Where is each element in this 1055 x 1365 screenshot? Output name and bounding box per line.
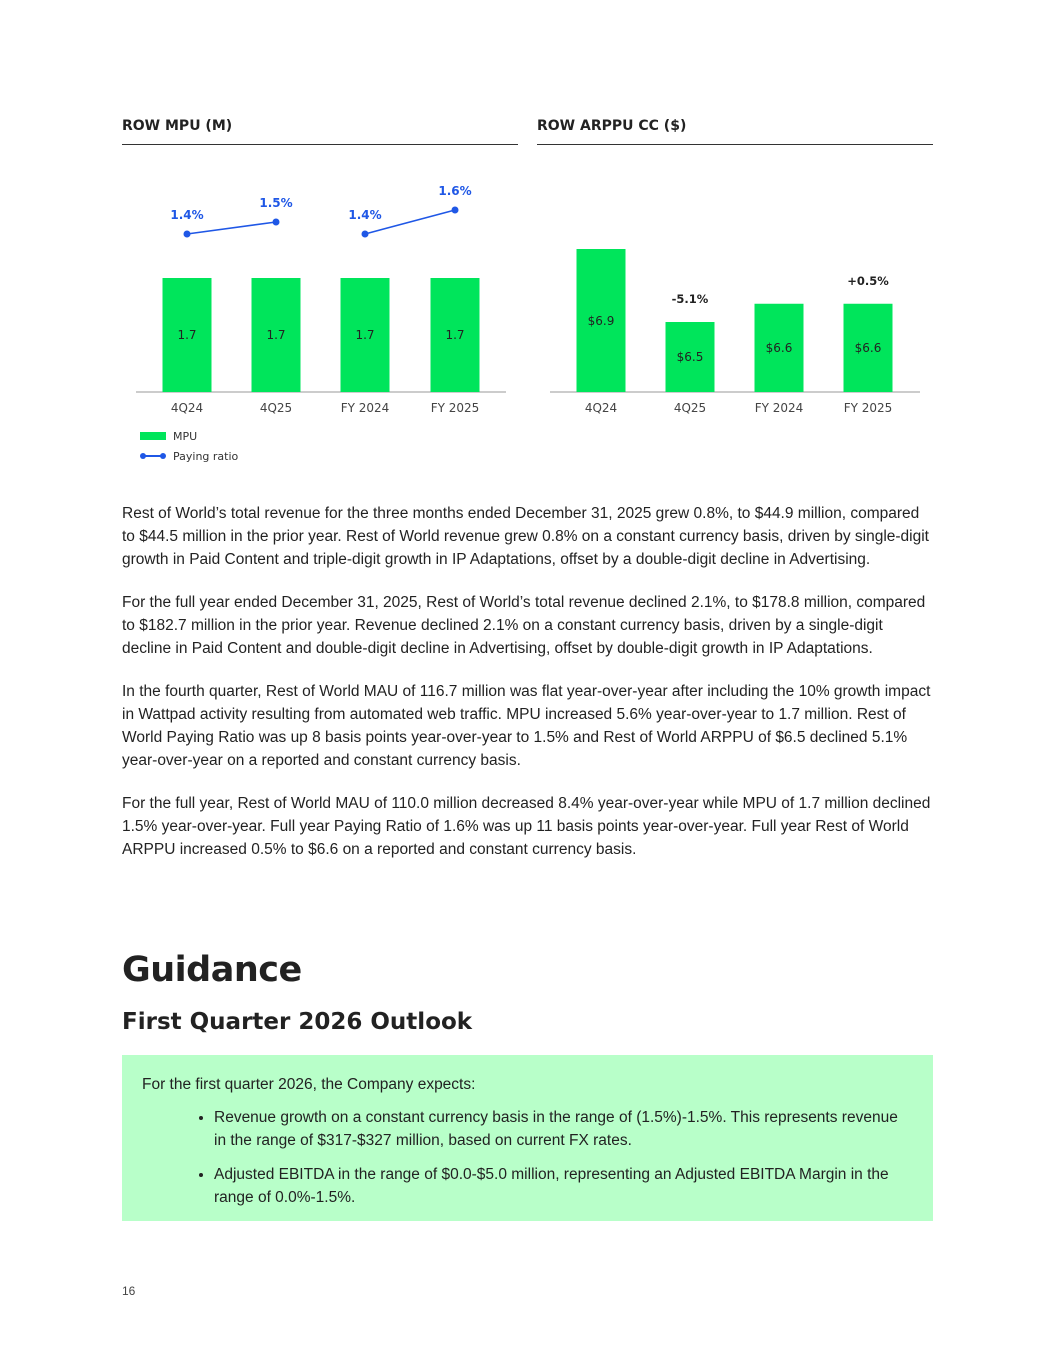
legend-line-swatch	[140, 451, 166, 461]
outlook-heading: First Quarter 2026 Outlook	[122, 1009, 473, 1035]
legend-item-mpu	[140, 426, 238, 446]
paying-ratio-label: 1.6%	[438, 184, 472, 198]
mpu-x-tick-label: 4Q24	[170, 401, 204, 415]
mpu-bar-label: 1.7	[445, 328, 465, 342]
paying-ratio-point	[452, 207, 459, 214]
legend-label-mpu: MPU	[173, 429, 198, 443]
paragraph: For the full year ended December 31, 2025, Rest of World’s total revenue declined 2.1%, to $178.8 million, compared to $182.7 million in the prior year. Revenue declined 2.1% on a constant currency basis, driven by a single-digit decline in Paid Content and double-digit decline in Advertising, offset by double-digit growth in IP Adaptations.	[122, 594, 926, 657]
arppu-bar-label: $6.9	[587, 314, 615, 328]
arppu-chart-title: ROW ARPPU CC ($)	[537, 118, 933, 145]
outlook-box	[122, 1055, 933, 1221]
arppu-x-tick-label: 4Q24	[584, 401, 618, 415]
arppu-bar-label: $6.6	[854, 340, 882, 355]
guidance-heading: Guidance	[122, 950, 302, 990]
body-text	[122, 502, 934, 881]
arppu-bar-label: $6.5	[676, 350, 704, 364]
arppu-bar-label: $6.6	[765, 340, 793, 355]
list-item: • Revenue growth on a constant currency basis in the range of (1.5%)-1.5%. This represents revenue in the range of $317-$327 million, based on current FX rates.	[214, 1106, 913, 1152]
outlook-list	[142, 1106, 913, 1209]
charts-canvas	[0, 0, 1055, 440]
paragraph: In the fourth quarter, Rest of World MAU of 116.7 million was flat year-over-year after including the 10% growth impact in Wattpad activity resulting from automated web traffic. MPU increased 5.6% year-over-year to 1.7 million. Rest of World Paying Ratio was up 8 basis points year-over-year to 1.5% and Rest of World ARPPU of $6.5 declined 5.1% year-over-year on a reported and constant currency basis.	[122, 683, 931, 769]
arppu-x-tick-label: 4Q25	[673, 401, 707, 415]
paying-ratio-point	[273, 219, 280, 226]
mpu-chart-title: ROW MPU (M)	[122, 118, 518, 145]
mpu-chart-legend	[140, 426, 238, 466]
mpu-x-tick-label: FY 2025	[430, 401, 480, 415]
mpu-x-tick-label: FY 2024	[340, 401, 390, 415]
page-number: 16	[122, 1284, 136, 1298]
paying-ratio-label: 1.4%	[348, 208, 382, 222]
paragraph: For the full year, Rest of World MAU of 110.0 million decreased 8.4% year-over-year while MPU of 1.7 million declined 1.5% year-over-year. Full year Paying Ratio of 1.6% was up 11 basis points year-over-year. Full year Rest of World ARPPU increased 0.5% to $6.6 on a reported and constant currency basis.	[122, 795, 931, 858]
paying-ratio-line	[187, 222, 276, 234]
mpu-bar-label: 1.7	[355, 328, 375, 342]
mpu-bar-label: 1.7	[177, 328, 197, 342]
arppu-x-tick-label: FY 2024	[754, 401, 804, 415]
legend-item-paying-ratio	[140, 446, 238, 466]
legend-bar-swatch	[140, 432, 166, 440]
outlook-intro: For the first quarter 2026, the Company expects:	[142, 1076, 476, 1093]
list-item: • Adjusted EBITDA in the range of $0.0-$5.0 million, representing an Adjusted EBITDA Margin in the range of 0.0%-1.5%.	[214, 1163, 913, 1209]
arppu-x-tick-label: FY 2025	[843, 401, 893, 415]
paying-ratio-label: 1.4%	[170, 208, 204, 222]
paying-ratio-point	[184, 231, 191, 238]
legend-label-paying-ratio: Paying ratio	[173, 449, 239, 463]
paying-ratio-point	[362, 231, 369, 238]
arppu-change-annotation: +0.5%	[847, 273, 889, 288]
paragraph: Rest of World’s total revenue for the three months ended December 31, 2025 grew 0.8%, to $44.9 million, compared to $44.5 million in the prior year. Rest of World revenue grew 0.8% on a constant currency basis, driven by single-digit growth in Paid Content and triple-digit growth in IP Adaptations, offset by a double-digit decline in Advertising.	[122, 505, 929, 568]
mpu-bar-label: 1.7	[266, 328, 286, 342]
mpu-x-tick-label: 4Q25	[259, 401, 293, 415]
arppu-change-annotation: -5.1%	[671, 292, 709, 306]
paying-ratio-label: 1.5%	[259, 196, 293, 210]
